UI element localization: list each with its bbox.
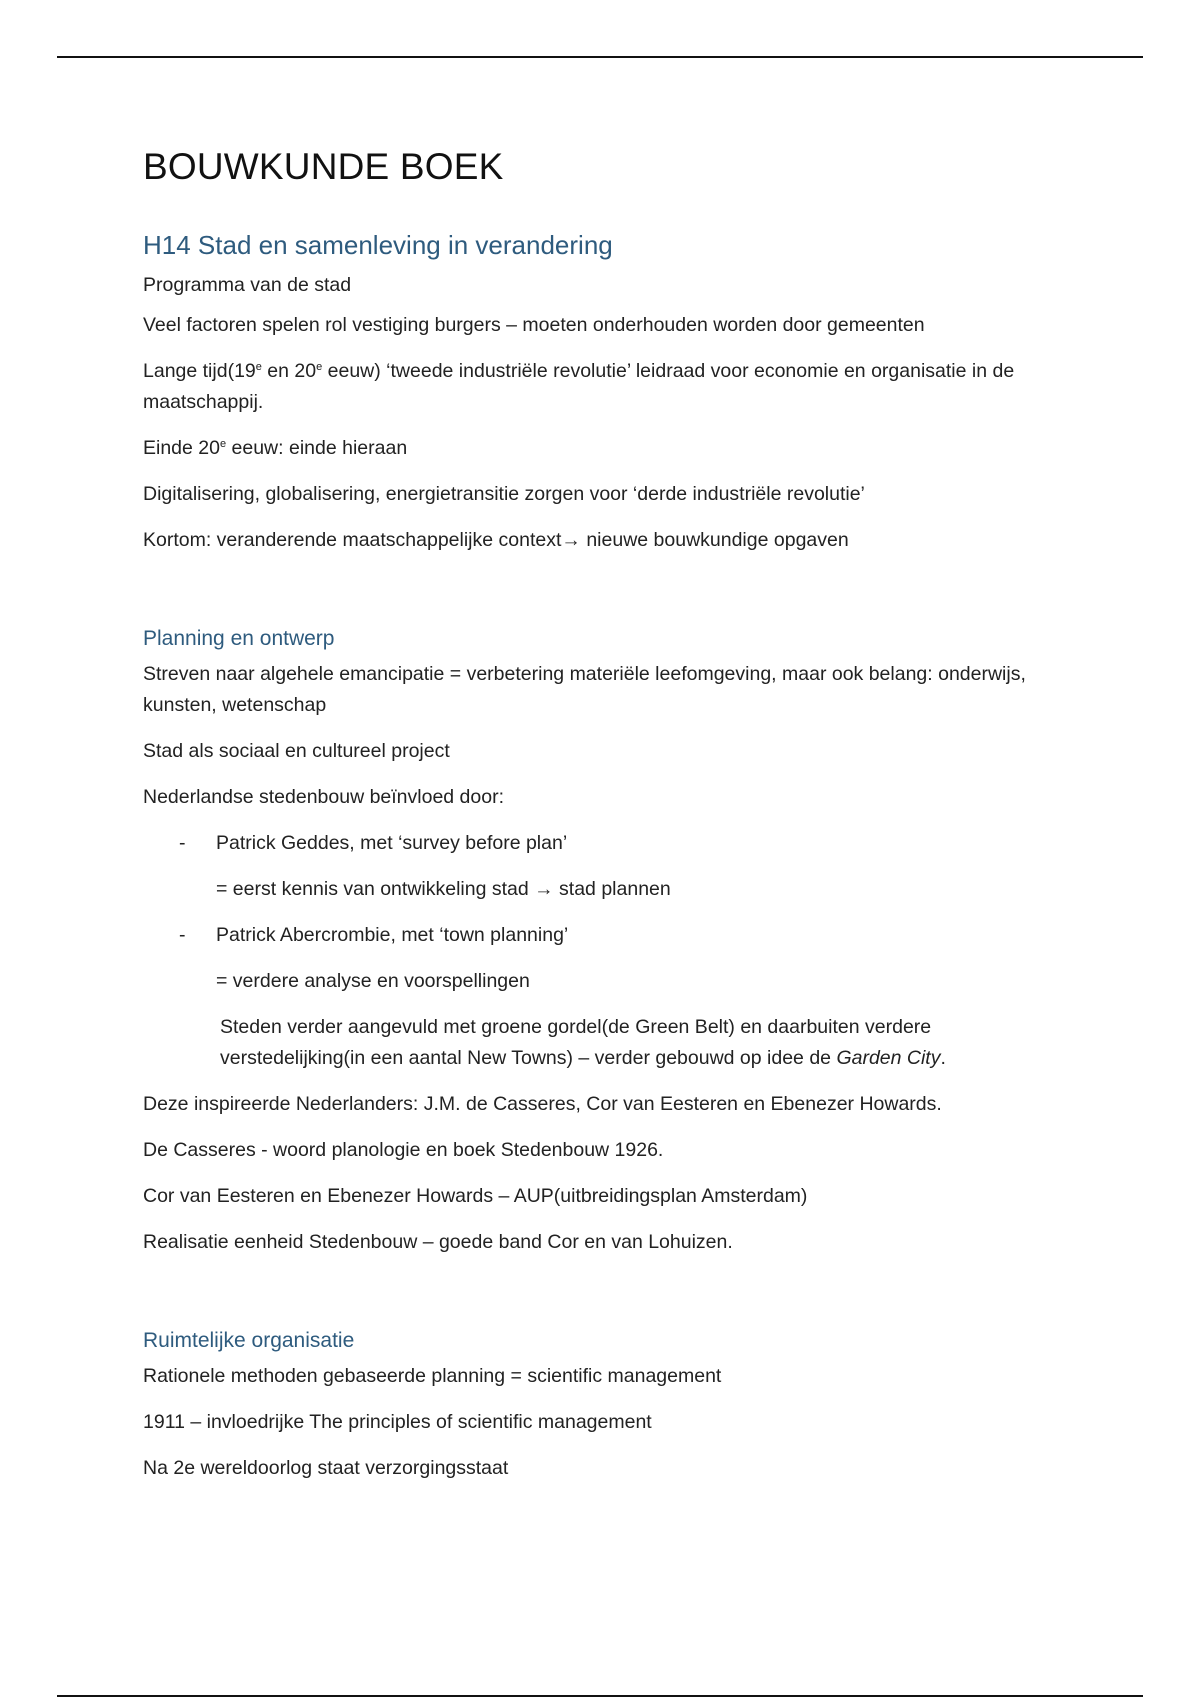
paragraph: Digitalisering, globalisering, energietransitie zorgen voor ‘derde industriële revolutie’ xyxy=(143,483,865,505)
chapter-heading: H14 Stad en samenleving in verandering xyxy=(143,230,613,260)
document-page xyxy=(143,142,1073,1499)
paragraph: 1911 – invloedrijke The principles of scientific management xyxy=(143,1411,652,1433)
paragraph: Realisatie eenheid Stedenbouw – goede band Cor en van Lohuizen. xyxy=(143,1231,733,1253)
paragraph: Stad als sociaal en cultureel project xyxy=(143,740,450,762)
paragraph: Streven naar algehele emancipatie = verbetering materiële leefomgeving, maar ook belang: onderwijs, kunsten, wetenschap xyxy=(143,663,1026,716)
paragraph: Programma van de stad xyxy=(143,274,352,296)
document-title: BOUWKUNDE BOEK xyxy=(143,146,504,187)
paragraph: Nederlandse stedenbouw beïnvloed door: xyxy=(143,786,505,808)
list-item-sub: = eerst kennis van ontwikkeling stad → stad plannen xyxy=(216,878,671,900)
paragraph: Kortom: veranderende maatschappelijke context→ nieuwe bouwkundige opgaven xyxy=(143,529,849,551)
paragraph: Rationele methoden gebaseerde planning = scientific management xyxy=(143,1365,722,1387)
paragraph: Deze inspireerde Nederlanders: J.M. de Casseres, Cor van Eesteren en Ebenezer Howards. xyxy=(143,1093,942,1115)
paragraph: Veel factoren spelen rol vestiging burgers – moeten onderhouden worden door gemeenten xyxy=(143,314,925,336)
paragraph: Cor van Eesteren en Ebenezer Howards – AUP(uitbreidingsplan Amsterdam) xyxy=(143,1185,808,1207)
list-item-detail: Steden verder aangevuld met groene gordel(de Green Belt) en daarbuiten verdere verstedelijking(in een aantal New Towns) – verder gebouwd op idee de Garden City. xyxy=(220,1016,946,1069)
paragraph: Einde 20e eeuw: einde hieraan xyxy=(143,437,408,459)
section-heading-planning: Planning en ontwerp xyxy=(143,627,335,650)
paragraph: Lange tijd(19e en 20e eeuw) ‘tweede industriële revolutie’ leidraad voor economie en organisatie in de maatschappij. xyxy=(143,360,1015,413)
paragraph: Na 2e wereldoorlog staat verzorgingsstaat xyxy=(143,1457,509,1479)
list-item: - Patrick Geddes, met ‘survey before plan’ xyxy=(179,832,568,854)
header-rule xyxy=(57,56,1143,58)
paragraph: De Casseres - woord planologie en boek Stedenbouw 1926. xyxy=(143,1139,664,1161)
footer-rule xyxy=(57,1695,1143,1697)
section-heading-ruimtelijk: Ruimtelijke organisatie xyxy=(143,1329,355,1352)
list-item-sub: = verdere analyse en voorspellingen xyxy=(216,970,530,992)
list-item: - Patrick Abercrombie, met ‘town planning’ xyxy=(179,924,569,946)
